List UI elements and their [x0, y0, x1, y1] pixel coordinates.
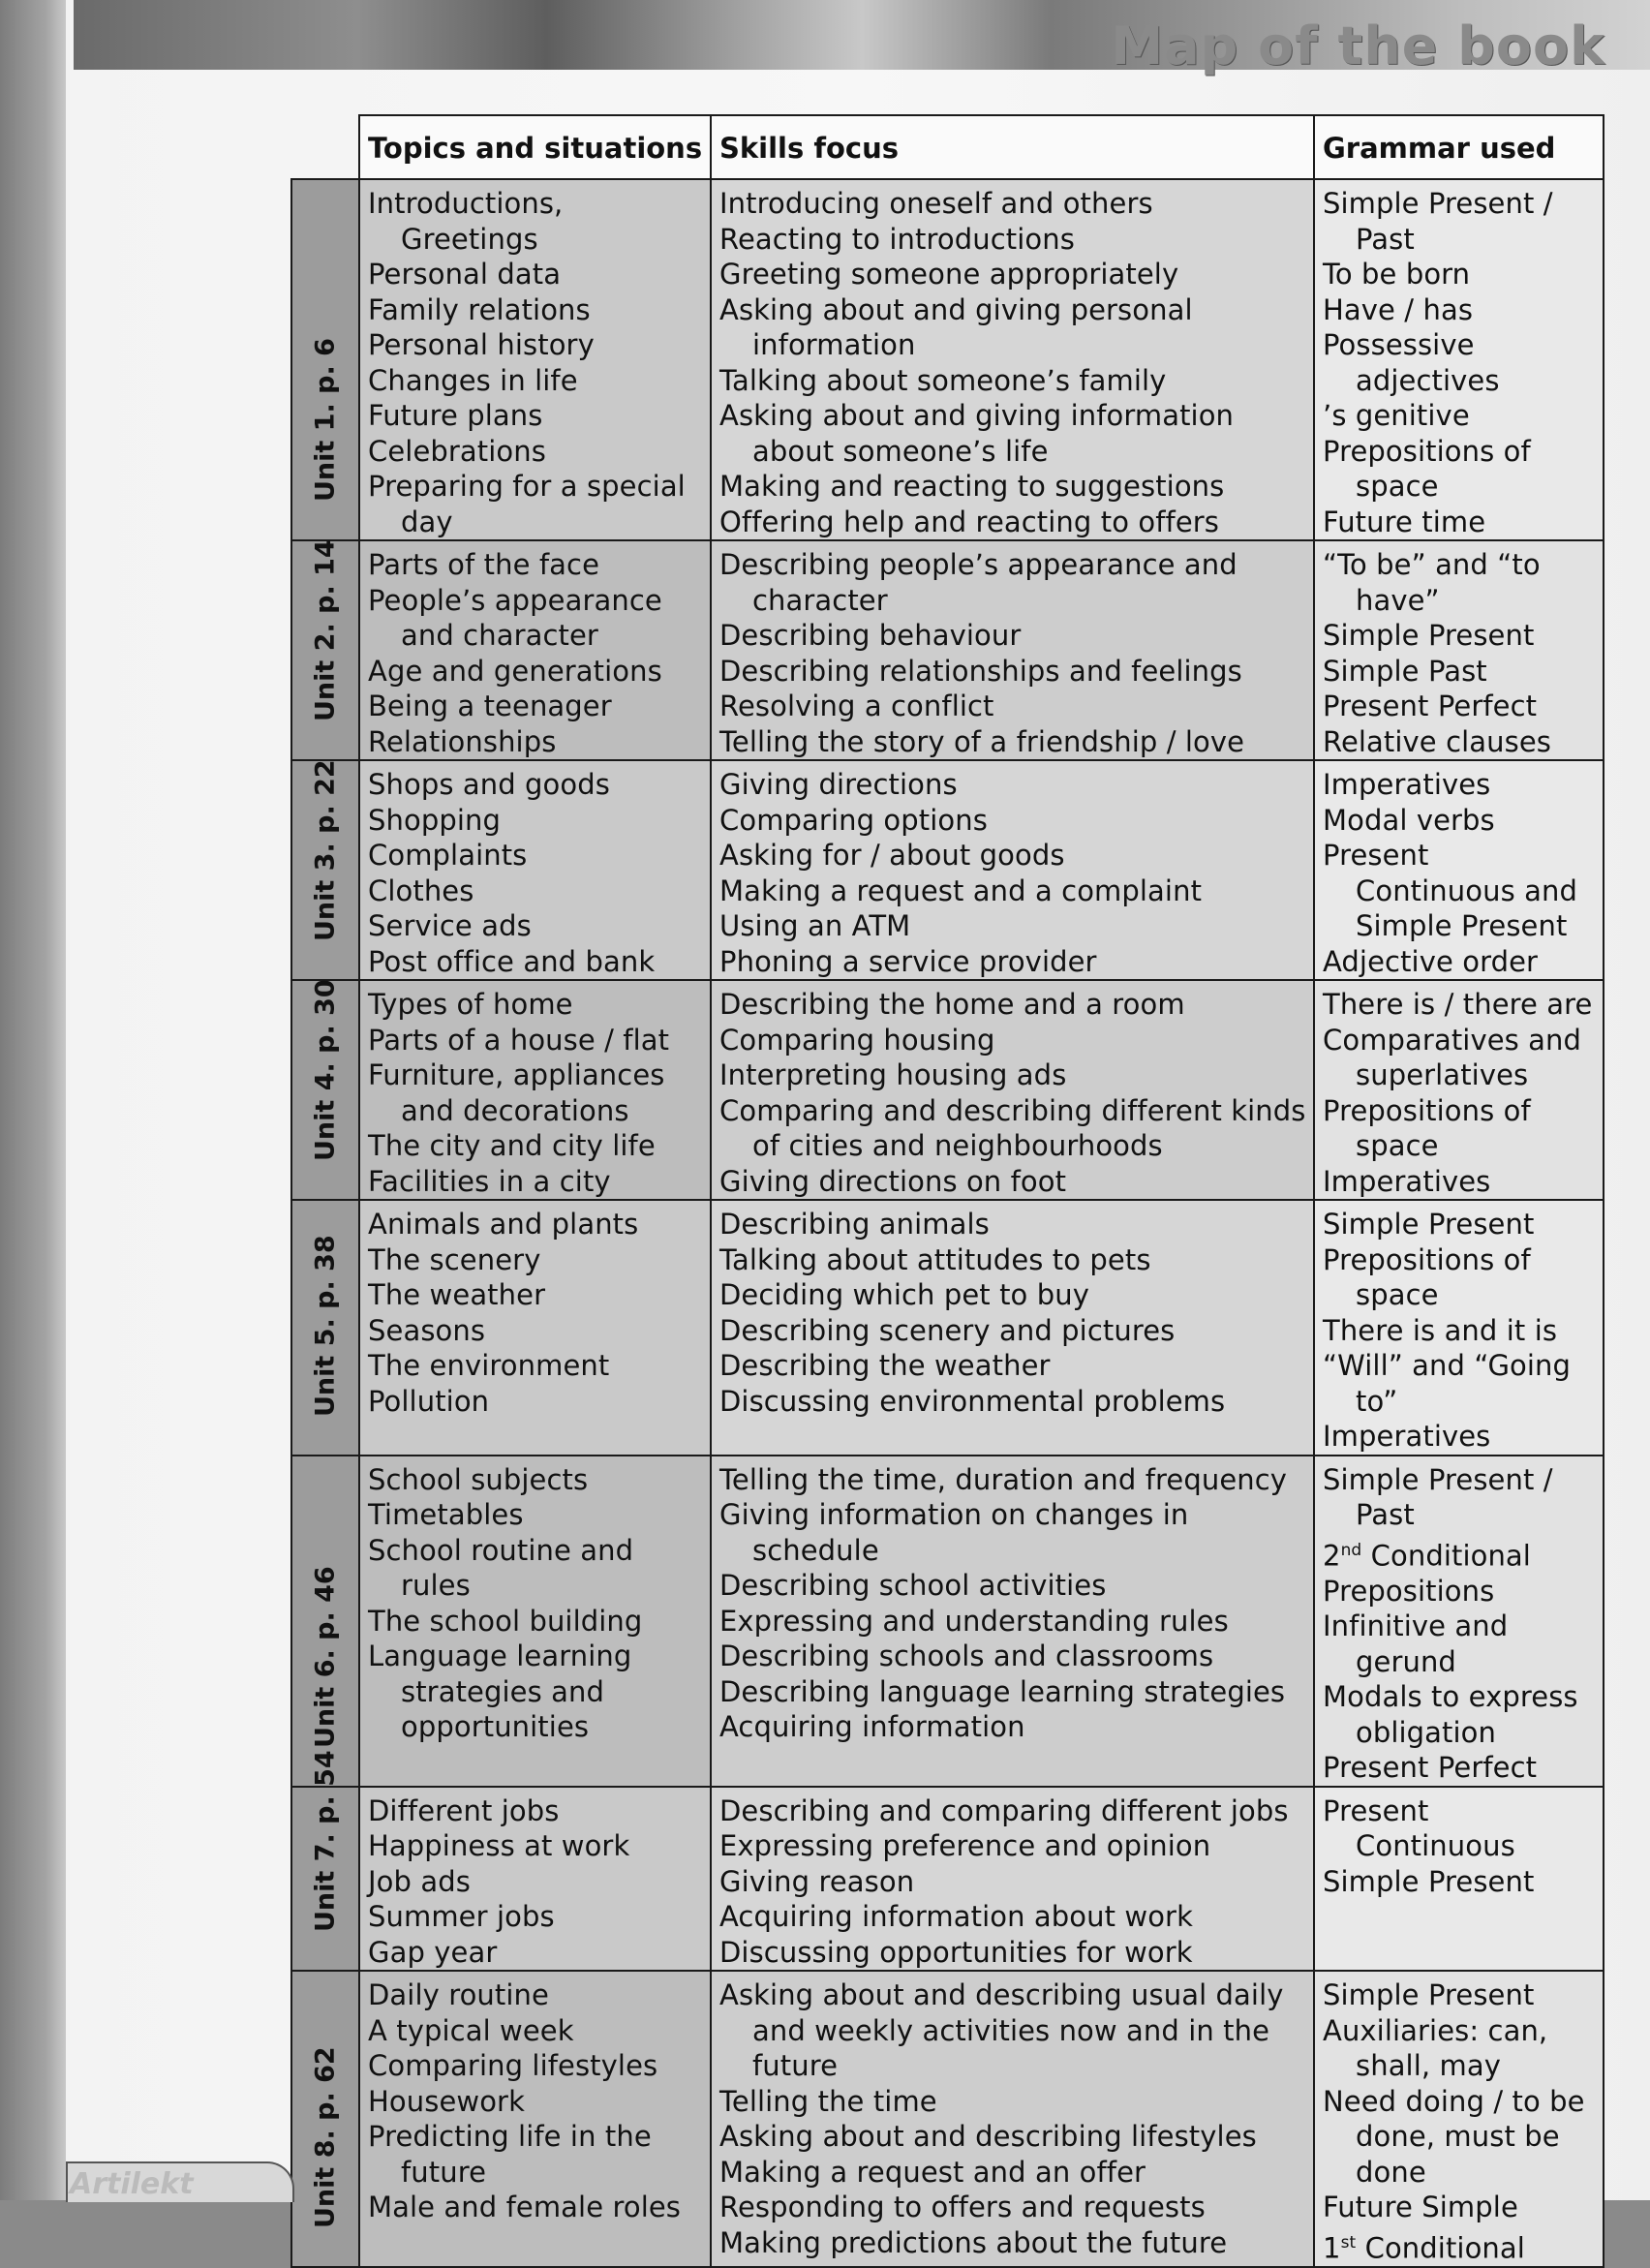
grammar-list — [1315, 541, 1603, 759]
grammar-cell — [1314, 1971, 1604, 2267]
grammar-cell — [1314, 980, 1604, 1200]
grammar-item: Prepositions of space — [1323, 434, 1531, 503]
skill-item: Describing language learning strategies — [719, 1674, 1286, 1708]
topic-item: Introductions, Greetings — [368, 187, 564, 256]
table-header-row — [291, 115, 1604, 179]
skill-item: Expressing and understanding rules — [719, 1604, 1229, 1638]
unit-label: Unit 1. p. 6 — [310, 338, 341, 502]
grammar-item: Future time — [1323, 505, 1486, 538]
skills-list — [712, 761, 1313, 979]
unit-label-cell — [291, 1971, 359, 2267]
skill-item: Introducing oneself and others — [719, 187, 1153, 220]
grammar-item: Adjective order — [1323, 944, 1539, 978]
grammar-cell — [1314, 760, 1604, 980]
topic-item: School subjects — [368, 1462, 589, 1496]
grammar-item: Need doing / to be done, must be done — [1323, 2084, 1585, 2189]
topic-item: Types of home — [368, 988, 573, 1021]
skill-item: Giving directions on foot — [719, 1164, 1067, 1198]
topic-item: Job ads — [368, 1864, 471, 1898]
grammar-item: Future Simple — [1323, 2191, 1518, 2224]
unit-label-cell — [291, 540, 359, 760]
skill-item: Asking about and giving personal information — [719, 292, 1193, 361]
grammar-item: Have / has — [1323, 292, 1474, 326]
topics-list — [360, 981, 710, 1199]
grammar-cell — [1314, 179, 1604, 540]
skill-item: Asking about and giving information about someone’s life — [719, 399, 1235, 468]
skills-cell — [711, 760, 1314, 980]
grammar-item: Imperatives — [1323, 1164, 1491, 1198]
topic-item: Comparing lifestyles — [368, 2049, 658, 2083]
skill-item: Acquiring information about work — [719, 1900, 1193, 1934]
grammar-item: Infinitive and gerund — [1323, 1609, 1509, 1678]
topic-item: The scenery — [368, 1242, 541, 1276]
header-skills: Skills focus — [711, 115, 1314, 179]
topic-item: Animals and plants — [368, 1208, 639, 1241]
unit-label: Unit 2. p. 14 — [310, 539, 341, 721]
topic-item: The city and city life — [368, 1129, 656, 1162]
topics-list — [360, 180, 710, 539]
topic-item: The weather — [368, 1278, 546, 1311]
unit-label-cell — [291, 179, 359, 540]
table-body — [291, 179, 1604, 2267]
topic-item: Service ads — [368, 909, 532, 942]
table-row — [291, 1971, 1604, 2267]
topics-cell — [359, 1456, 711, 1787]
unit-label-cell — [291, 1750, 359, 1972]
skill-item: Deciding which pet to buy — [719, 1278, 1089, 1311]
topic-item: Housework — [368, 2084, 525, 2118]
grammar-item: Prepositions — [1323, 1574, 1495, 1608]
topic-item: Shops and goods — [368, 768, 610, 801]
unit-label: Unit 8. p. 62 — [310, 2046, 341, 2228]
grammar-item: Auxiliaries: can, shall, may — [1323, 2013, 1548, 2083]
grammar-item: There is and it is — [1323, 1313, 1558, 1347]
topics-list — [360, 1972, 710, 2225]
topic-item: Complaints — [368, 839, 528, 872]
ordinal-suffix: nd — [1340, 1540, 1362, 1560]
header-topics: Topics and situations — [359, 115, 711, 179]
skill-item: Telling the time, duration and frequency — [719, 1462, 1288, 1496]
skill-item: Talking about attitudes to pets — [719, 1242, 1151, 1276]
unit-label-cell — [291, 1200, 359, 1456]
topic-item: Family relations — [368, 292, 591, 326]
topics-cell — [359, 1787, 711, 1972]
topic-item: The school building — [368, 1604, 643, 1638]
topics-list — [360, 1456, 710, 1745]
grammar-item: Simple Present / Past — [1323, 1462, 1553, 1531]
skill-item: Making a request and an offer — [719, 2155, 1146, 2189]
skill-item: Asking about and describing usual daily and weekly activities now and in the future — [719, 1978, 1284, 2083]
topic-item: Post office and bank — [368, 944, 656, 978]
skills-list — [712, 1972, 1313, 2260]
unit-label-cell — [291, 1456, 359, 1787]
skill-item: Giving information on changes in schedule — [719, 1498, 1189, 1567]
topics-list — [360, 541, 710, 759]
skills-cell — [711, 1787, 1314, 1972]
topic-item: Predicting life in the future — [368, 2120, 652, 2189]
grammar-item: Relative clauses — [1323, 724, 1551, 758]
grammar-list — [1315, 1456, 1603, 1786]
table-row — [291, 1456, 1604, 1787]
grammar-cell — [1314, 540, 1604, 760]
topics-cell — [359, 1200, 711, 1456]
topic-item: Seasons — [368, 1313, 486, 1347]
skill-item: Describing scenery and pictures — [719, 1313, 1176, 1347]
topic-item: Age and generations — [368, 654, 662, 688]
skill-item: Talking about someone’s family — [719, 363, 1167, 397]
grammar-item: Possessive adjectives — [1323, 328, 1500, 397]
grammar-item: Simple Past — [1323, 654, 1487, 688]
grammar-item: “To be” and “to have” — [1323, 548, 1541, 617]
footer-text: Artilekt — [70, 2167, 194, 2201]
skills-cell — [711, 540, 1314, 760]
topic-item: Parts of a house / flat — [368, 1023, 670, 1057]
topic-item: Daily routine — [368, 1978, 549, 2012]
topic-item: Facilities in a city — [368, 1164, 611, 1198]
skills-cell — [711, 179, 1314, 540]
skill-item: Describing relationships and feelings — [719, 654, 1242, 688]
grammar-item: 2nd Conditional — [1323, 1539, 1531, 1573]
skill-item: Interpreting housing ads — [719, 1058, 1067, 1091]
header-blank-cell — [291, 115, 359, 179]
topic-item: Summer jobs — [368, 1900, 555, 1934]
topic-item: Clothes — [368, 873, 474, 907]
skills-list — [712, 1201, 1313, 1419]
skills-list — [712, 541, 1313, 759]
skill-item: Responding to offers and requests — [719, 2191, 1206, 2224]
topics-list — [360, 1788, 710, 1971]
book-spine — [0, 0, 66, 2200]
skills-list — [712, 180, 1313, 539]
skill-item: Asking for / about goods — [719, 839, 1065, 872]
skill-item: Reacting to introductions — [719, 222, 1075, 256]
skill-item: Describing people’s appearance and character — [719, 548, 1238, 617]
topic-item: Different jobs — [368, 1793, 560, 1827]
topic-item: Furniture, appliances and decorations — [368, 1058, 665, 1127]
topic-item: Timetables — [368, 1498, 524, 1531]
topic-item: Personal history — [368, 328, 595, 361]
grammar-item: Modals to express obligation — [1323, 1680, 1578, 1749]
topics-cell — [359, 179, 711, 540]
skill-item: Phoning a service provider — [719, 944, 1097, 978]
grammar-list — [1315, 1788, 1603, 1900]
skill-item: Giving directions — [719, 768, 958, 801]
unit-label-cell — [291, 760, 359, 980]
grammar-item: To be born — [1323, 258, 1471, 291]
skill-item: Describing the home and a room — [719, 988, 1185, 1021]
grammar-item: Present Perfect — [1323, 690, 1538, 722]
ordinal-suffix: st — [1340, 2232, 1357, 2253]
topic-item: Happiness at work — [368, 1829, 630, 1863]
skill-item: Resolving a conflict — [719, 690, 994, 722]
skills-cell — [711, 1456, 1314, 1787]
topic-item: Parts of the face — [368, 548, 600, 581]
unit-label: Unit 3. p. 22 — [310, 759, 341, 941]
topic-item: The environment — [368, 1349, 610, 1382]
skill-item: Making predictions about the future — [719, 2225, 1228, 2259]
table-row — [291, 540, 1604, 760]
skills-list — [712, 1788, 1313, 1971]
skill-item: Making and reacting to suggestions — [719, 470, 1225, 503]
grammar-cell — [1314, 1787, 1604, 1972]
skill-item: Describing animals — [719, 1208, 990, 1241]
skills-cell — [711, 1971, 1314, 2267]
topic-item: Pollution — [368, 1384, 490, 1418]
unit-label: Unit 7. p. 54 — [310, 1750, 341, 1933]
topic-item: Preparing for a special day — [368, 470, 686, 538]
grammar-item: Simple Present / Past — [1323, 187, 1553, 256]
skill-item: Asking about and describing lifestyles — [719, 2120, 1257, 2154]
grammar-list — [1315, 761, 1603, 979]
topic-item: Male and female roles — [368, 2191, 682, 2224]
skill-item: Acquiring information — [719, 1710, 1025, 1743]
skill-item: Offering help and reacting to offers — [719, 505, 1219, 538]
topic-item: Celebrations — [368, 434, 546, 468]
grammar-item: Present Continuous and Simple Present — [1323, 839, 1577, 942]
topic-item: Gap year — [368, 1935, 498, 1969]
grammar-item: Simple Present — [1323, 619, 1535, 652]
grammar-list — [1315, 1972, 1603, 2266]
skills-cell — [711, 1200, 1314, 1456]
grammar-list — [1315, 1201, 1603, 1455]
grammar-cell — [1314, 1200, 1604, 1456]
skill-item: Discussing opportunities for work — [719, 1935, 1193, 1969]
skill-item: Describing school activities — [719, 1569, 1107, 1602]
topics-cell — [359, 980, 711, 1200]
topic-item: Changes in life — [368, 363, 578, 397]
table-row — [291, 179, 1604, 540]
skill-item: Describing the weather — [719, 1349, 1051, 1382]
topic-item: Relationships — [368, 724, 557, 758]
grammar-item: Prepositions of space — [1323, 1242, 1531, 1311]
grammar-item: Simple Present — [1323, 1978, 1535, 2012]
grammar-cell — [1314, 1456, 1604, 1787]
skills-list — [712, 981, 1313, 1199]
skill-item: Using an ATM — [719, 909, 911, 942]
skill-item: Greeting someone appropriately — [719, 258, 1179, 291]
table-row — [291, 1200, 1604, 1456]
skill-item: Expressing preference and opinion — [719, 1829, 1211, 1863]
skill-item: Describing schools and classrooms — [719, 1640, 1214, 1672]
unit-label: Unit 5. p. 38 — [310, 1234, 341, 1417]
grammar-item: Prepositions of space — [1323, 1093, 1531, 1162]
skills-cell — [711, 980, 1314, 1200]
grammar-item: Present Perfect — [1323, 1751, 1538, 1785]
table-row — [291, 1787, 1604, 1972]
table-row — [291, 980, 1604, 1200]
skill-item: Telling the time — [719, 2084, 937, 2118]
unit-label: Unit 6. p. 46 — [310, 1565, 341, 1748]
grammar-item: Simple Present — [1323, 1208, 1535, 1241]
page-title: Map of the book — [1111, 15, 1605, 77]
skill-item: Giving reason — [719, 1864, 915, 1898]
skill-item: Comparing housing — [719, 1023, 995, 1057]
grammar-list — [1315, 981, 1603, 1199]
skill-item: Comparing options — [719, 803, 988, 837]
skill-item: Describing behaviour — [719, 619, 1022, 652]
topic-item: Personal data — [368, 258, 562, 291]
skill-item: Describing and comparing different jobs — [719, 1793, 1289, 1827]
unit-label: Unit 4. p. 30 — [310, 979, 341, 1161]
grammar-item: Present Continuous — [1323, 1793, 1515, 1863]
topic-item: Shopping — [368, 803, 501, 837]
topic-item: Future plans — [368, 399, 543, 432]
grammar-item: There is / there are — [1323, 988, 1593, 1021]
topics-cell — [359, 1971, 711, 2267]
grammar-item: Imperatives — [1323, 768, 1491, 801]
grammar-list — [1315, 180, 1603, 539]
topic-item: Being a teenager — [368, 690, 612, 722]
skills-list — [712, 1456, 1313, 1745]
skill-item: Making a request and a complaint — [719, 873, 1203, 907]
skill-item: Comparing and describing different kinds of cities and neighbourhoods — [719, 1093, 1306, 1162]
topics-cell — [359, 540, 711, 760]
topic-item: Language learning strategies and opportunities — [368, 1640, 632, 1743]
grammar-item: Imperatives — [1323, 1420, 1491, 1453]
grammar-item: Modal verbs — [1323, 803, 1495, 837]
grammar-item: Comparatives and superlatives — [1323, 1023, 1582, 1091]
topic-item: School routine and rules — [368, 1533, 634, 1602]
topic-item: A typical week — [368, 2013, 574, 2047]
grammar-item: “Will” and “Going to” — [1323, 1349, 1572, 1418]
skill-item: Telling the story of a friendship / love — [719, 724, 1245, 758]
grammar-item: 1st Conditional — [1323, 2231, 1525, 2265]
grammar-item: Simple Present — [1323, 1864, 1535, 1898]
topics-cell — [359, 760, 711, 980]
grammar-item: ’s genitive — [1323, 399, 1470, 432]
topics-list — [360, 761, 710, 979]
skill-item: Discussing environmental problems — [719, 1384, 1226, 1418]
unit-label-cell — [291, 980, 359, 1200]
map-of-book-table — [290, 114, 1604, 2268]
header-grammar: Grammar used — [1314, 115, 1604, 179]
topics-list — [360, 1201, 710, 1419]
table-row — [291, 760, 1604, 980]
topic-item: People’s appearance and character — [368, 583, 662, 652]
